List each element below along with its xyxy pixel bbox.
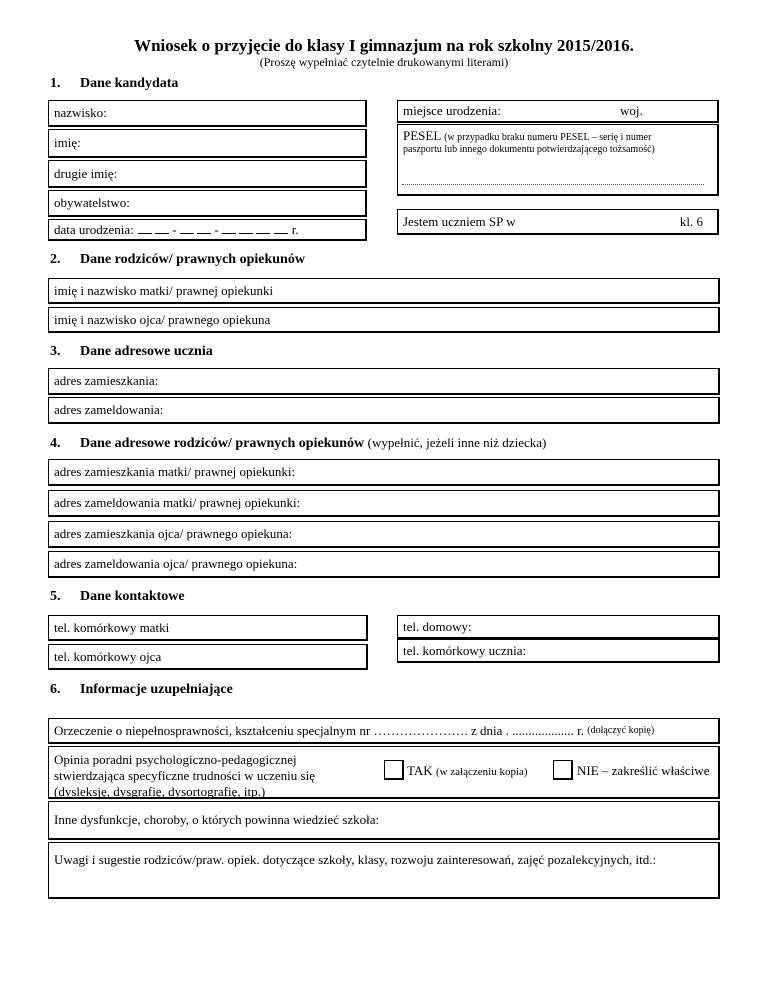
- section-title: Dane rodziców/ prawnych opiekunów: [80, 252, 305, 267]
- drugie-imie-field[interactable]: [48, 160, 367, 188]
- tel-ucznia-field[interactable]: [397, 639, 720, 663]
- obywatelstwo-field[interactable]: [48, 190, 367, 217]
- inne-dysfunkcje-field[interactable]: [48, 801, 720, 840]
- opinia-line-3: (dysleksję, dysgrafię, dysortografię, itp.): [54, 784, 266, 799]
- tak-label: TAK: [407, 763, 433, 778]
- imie-label: imię:: [54, 135, 81, 151]
- section-3-heading: [50, 344, 213, 360]
- miejsce-urodzenia-field[interactable]: [397, 100, 719, 123]
- uwagi-field[interactable]: [48, 842, 720, 899]
- zamel-matki-label: adres zameldowania matki/ prawnej opiekunki:: [54, 495, 301, 511]
- tak-checkbox[interactable]: [384, 760, 404, 780]
- date-blanks: [138, 222, 288, 238]
- section-note: (wypełnić, jeżeli inne niż dziecka): [367, 435, 547, 450]
- tel-matki-field[interactable]: [48, 615, 368, 641]
- matka-label: imię i nazwisko matki/ prawnej opiekunki: [54, 282, 274, 298]
- orzeczenie-field[interactable]: [48, 718, 720, 744]
- tel-ucznia-label: tel. komórkowy ucznia:: [403, 642, 527, 658]
- tel-domowy-label: tel. domowy:: [403, 618, 472, 634]
- pesel-label: PESEL: [403, 128, 441, 143]
- tel-ojca-label: tel. komórkowy ojca: [54, 648, 162, 664]
- drugie-imie-label: drugie imię:: [54, 165, 118, 181]
- section-1-heading: [50, 76, 178, 92]
- orzeczenie-label: Orzeczenie o niepełnosprawności, kształceniu specjalnym nr …………………. z dnia . ................... r.: [54, 722, 584, 738]
- zam-ojca-label: adres zamieszkania ojca/ prawnego opiekuna:: [54, 526, 293, 542]
- pesel-field[interactable]: [397, 124, 719, 196]
- tel-matki-label: tel. komórkowy matki: [54, 619, 170, 635]
- opinia-line-2: stwierdzająca specyficzne trudności w uczeniu się: [54, 768, 315, 783]
- matka-field[interactable]: [48, 278, 720, 304]
- tel-ojca-field[interactable]: [48, 644, 368, 670]
- section-title: Dane kandydata: [80, 76, 179, 91]
- data-urodzenia-label: data urodzenia:: [54, 221, 134, 237]
- tak-note: (w załączeniu kopia): [435, 766, 528, 778]
- section-2-heading: [50, 252, 305, 268]
- section-4-heading: [50, 435, 546, 452]
- adres-zamieszkania-label: adres zamieszkania:: [54, 373, 159, 389]
- section-5-heading: [50, 589, 185, 605]
- ojciec-label: imię i nazwisko ojca/ prawnego opiekuna: [54, 311, 271, 327]
- zamel-ojca-label: adres zameldowania ojca/ prawnego opiekuna:: [54, 556, 298, 572]
- miejsce-urodzenia-label: miejsce urodzenia:: [403, 103, 501, 119]
- sp-label: Jestem uczniem SP w: [403, 213, 516, 229]
- pesel-dotted-line: [402, 183, 704, 185]
- date-suffix: r.: [291, 221, 299, 237]
- adres-zameldowania-field[interactable]: [48, 397, 720, 424]
- zamel-ojca-field[interactable]: [48, 551, 720, 578]
- section-number: 2.: [50, 252, 61, 267]
- woj-label: woj.: [620, 103, 643, 119]
- data-urodzenia-field[interactable]: [48, 219, 367, 241]
- zam-matki-field[interactable]: [48, 459, 720, 486]
- obywatelstwo-label: obywatelstwo:: [54, 195, 130, 211]
- section-title: Dane adresowe rodziców/ prawnych opiekunów: [80, 436, 365, 451]
- section-title: Dane adresowe ucznia: [80, 344, 213, 359]
- form-title: Wniosek o przyjęcie do klasy I gimnazjum na rok szkolny 2015/2016.: [134, 36, 634, 55]
- pesel-note: (w przypadku braku numeru PESEL – serię i numer: [444, 132, 652, 143]
- section-title: Dane kontaktowe: [80, 589, 185, 604]
- klasa-label: kl. 6: [679, 213, 703, 229]
- tel-domowy-field[interactable]: [397, 615, 720, 639]
- section-number: 4.: [50, 436, 61, 451]
- nazwisko-field[interactable]: [48, 100, 367, 127]
- zam-ojca-field[interactable]: [48, 521, 720, 548]
- form-subtitle: (Proszę wypełniać czytelnie drukowanymi literami): [259, 55, 509, 69]
- nie-label: NIE – zakreślić właściwe: [577, 763, 710, 778]
- adres-zameldowania-label: adres zameldowania:: [54, 402, 164, 418]
- section-6-heading: [50, 682, 233, 698]
- tak-option: [407, 763, 528, 779]
- pesel-note-cont: paszportu lub innego dokumentu potwierdzającego tożsamość): [403, 144, 655, 155]
- section-number: 5.: [50, 589, 61, 604]
- zamel-matki-field[interactable]: [48, 490, 720, 517]
- section-number: 1.: [50, 76, 61, 91]
- nazwisko-label: nazwisko:: [54, 105, 107, 121]
- orzeczenie-note: (dołączyć kopię): [587, 724, 655, 736]
- szkola-field[interactable]: [397, 209, 719, 235]
- section-number: 6.: [50, 682, 61, 697]
- opinia-line-1: Opinia poradni psychologiczno-pedagogicznej: [54, 752, 297, 767]
- inne-dysfunkcje-label: Inne dysfunkcje, choroby, o których powinna wiedzieć szkoła:: [54, 812, 380, 828]
- section-title: Informacje uzupełniające: [80, 682, 233, 697]
- zam-matki-label: adres zamieszkania matki/ prawnej opiekunki:: [54, 464, 296, 480]
- uwagi-label: Uwagi i sugestie rodziców/praw. opiek. dotyczące szkoły, klasy, rozwoju zainteresowań, zajęć pozalekcyjnych, itd.:: [54, 852, 657, 867]
- date-separator: -: [172, 221, 177, 237]
- date-separator: -: [214, 221, 219, 237]
- ojciec-field[interactable]: [48, 307, 720, 333]
- section-number: 3.: [50, 344, 61, 359]
- nie-checkbox[interactable]: [553, 760, 573, 780]
- imie-field[interactable]: [48, 129, 367, 158]
- adres-zamieszkania-field[interactable]: [48, 368, 720, 395]
